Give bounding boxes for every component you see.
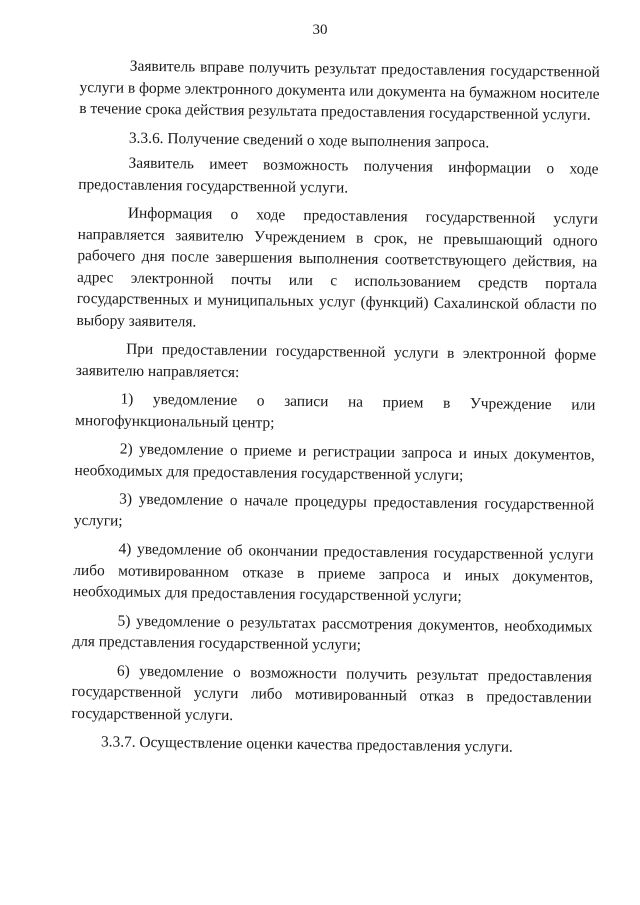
section-heading-3-3-6: 3.3.6. Получение сведений о ходе выполнения запроса.: [128, 129, 490, 151]
paragraph-info-delivery: Информация о ходе предоставления государственной услуги направляется заявителю Учреждением в срок, не превышающий одного рабочего дня после завершения выполнения соответствующего действия, на адрес электронной почты или с использованием средств портала государственных и муниципальных услуг (функций) Сахалинской области по выбору заявителя.: [76, 204, 599, 331]
list-item-notice-1: 1) уведомление о записи на прием в Учреждение или многофункциональный центр;: [75, 390, 596, 432]
section-heading-3-3-7: 3.3.7. Осуществление оценки качества предоставления услуги.: [100, 733, 513, 756]
list-item-notice-5: 5) уведомление о результатах рассмотрения документов, необходимых для представления государственной услуги;: [72, 612, 593, 654]
page-number: 30: [312, 22, 328, 38]
document-body: [71, 55, 600, 766]
list-item-notice-3: 3) уведомление о начале процедуры предоставления государственной услуги;: [73, 490, 595, 530]
list-item-notice-6: 6) уведомление о возможности получить результат предоставления государственной услуги либо мотивированный отказ в предоставлении государственной услуги.: [71, 662, 593, 724]
paragraph-result-form: Заявитель вправе получить результат предоставления государственной услуги в форме электронного документа или документа на бумажном носителе в течение срока действия результата предоставления государственной услуги.: [79, 57, 600, 124]
list-item-notice-4: 4) уведомление об окончании предоставления государственной услуги либо мотивированном отказе в приеме запроса и иных документов, необходимых для предоставления государственной услуги;: [72, 540, 594, 606]
paragraph-electronic-notices: При предоставлении государственной услуги в электронной форме заявителю направляется:: [75, 340, 597, 381]
paragraph-applicant-info: Заявитель имеет возможность получения информации о ходе предоставления государственной услуги.: [78, 154, 599, 197]
list-item-notice-2: 2) уведомление о приеме и регистрации запроса и иных документов, необходимых для предоставления государственной услуги;: [74, 440, 595, 484]
